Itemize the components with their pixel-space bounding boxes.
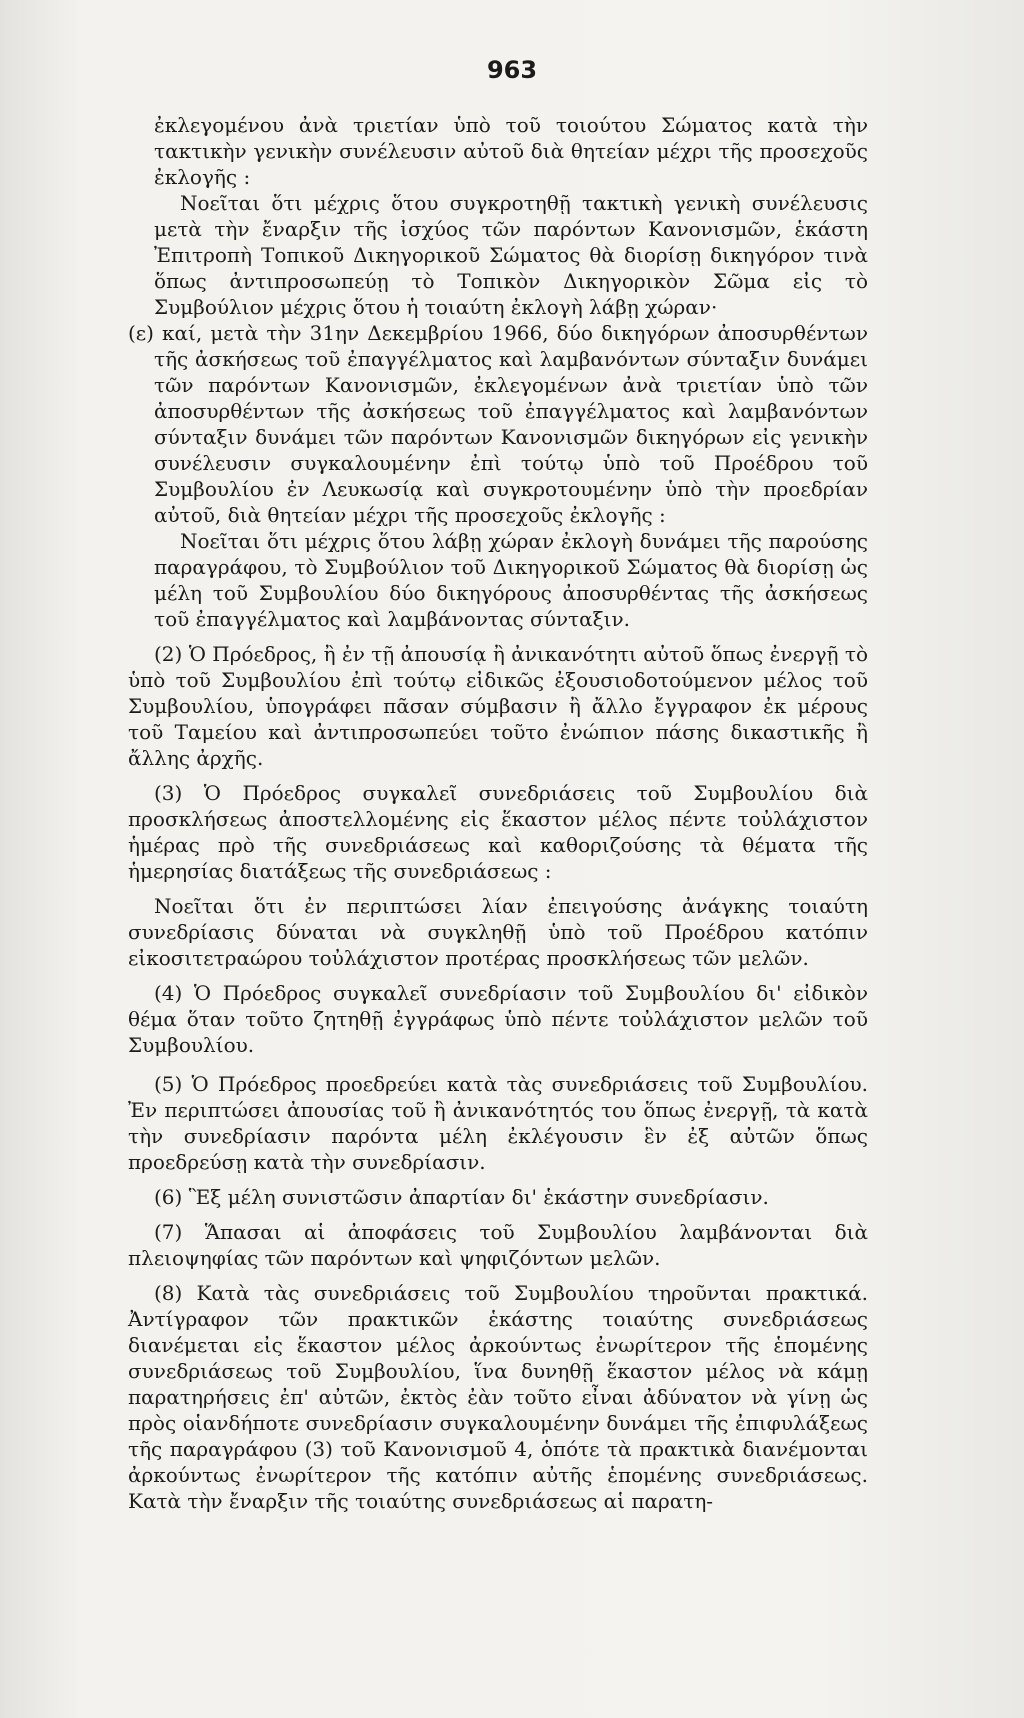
paragraph-3: (3) Ὁ Πρόεδρος συγκαλεῖ συνεδριάσεις τοῦ Συμβουλίου διὰ προσκλήσεως ἀποστελλομένης εἰς ἕκαστον μέλος πέντε τοὐλάχιστον ἡμέρας πρὸ τῆς συνεδριάσεως καὶ καθοριζούσης τὰ θέματα τῆς ἡμερησίας διατάξεως τῆς συνεδριάσεως : <box>128 781 868 883</box>
paragraph-6: (6) Ἓξ μέλη συνιστῶσιν ἀπαρτίαν δι' ἑκάστην συνεδρίασιν. <box>154 1185 769 1209</box>
paragraph-2: (2) Ὁ Πρόεδρος, ἢ ἐν τῇ ἀπουσίᾳ ἢ ἀνικανότητι αὐτοῦ ὅπως ἐνεργῇ τὸ ὑπὸ τοῦ Συμβουλίου ἐπὶ τούτῳ εἰδικῶς ἐξουσιοδοτούμενον μέλος τοῦ Συμβουλίου, ὑπογράφει πᾶσαν σύμβασιν ἢ ἄλλο ἔγγραφον ἐκ μέρους τοῦ Ταμείου καὶ ἀντιπροσωπεύει τοῦτο ἐνώπιον πάσης δικαστικῆς ἢ ἄλλης ἀρχῆς. <box>128 642 868 770</box>
subparagraph-e: (ε) καί, μετὰ τὴν 31ην Δεκεμβρίου 1966, δύο δικηγόρων ἀποσυρθέντων τῆς ἀσκήσεως τοῦ ἐπαγγέλματος καὶ λαμβανόντων σύνταξιν δυνάμει τῶν παρόντων Κανονισμῶν, ἐκλεγομένων ἀνὰ τριετίαν ὑπὸ τῶν ἀποσυρθέντων τῆς ἀσκήσεως τοῦ ἐπαγγέλματος καὶ λαμβανόντων σύνταξιν δυνάμει τῶν παρόντων Κανονισμῶν δικηγόρων εἰς γενικὴν συνέλευσιν συγκαλουμένην ἐπὶ τούτῳ ὑπὸ τοῦ Προέδρου τοῦ Συμβουλίου ἐν Λευκωσίᾳ καὶ συγκροτουμένην ὑπὸ τὴν προεδρίαν αὐτοῦ, διὰ θητείαν μέχρι τῆς προσεχοῦς ἐκλογῆς : <box>128 321 868 527</box>
page-number: 963 <box>486 56 538 84</box>
paragraph-8: (8) Κατὰ τὰς συνεδριάσεις τοῦ Συμβουλίου τηροῦνται πρακτικά. Ἀντίγραφον τῶν πρακτικῶν ἑκάστης τοιαύτης συνεδριάσεως διανέμεται εἰς ἕκαστον μέλος ἀρκούντως ἐνωρίτερον τῆς ἑπομένης συνεδριάσεως τοῦ Συμβουλίου, ἵνα δυνηθῇ ἕκαστον μέλος νὰ κάμῃ παρατηρήσεις ἐπ' αὐτῶν, ἐκτὸς ἐὰν τοῦτο εἶναι ἀδύνατον νὰ γίνῃ ὡς πρὸς οἱανδήποτε συνεδρίασιν συγκαλουμένην δυνάμει τῆς ἐπιφυλάξεως τῆς παραγράφου (3) τοῦ Κανονισμοῦ 4, ὁπότε τὰ πρακτικὰ διανέμονται ἀρκούντως ἐνωρίτερον τῆς κατόπιν αὐτῆς ἑπομένης συνεδριάσεως. Κατὰ τὴν ἔναρξιν τῆς τοιαύτης συνεδριάσεως αἱ παρατη- <box>128 1281 868 1513</box>
proviso-paragraph: Νοεῖται ὅτι μέχρις ὅτου λάβῃ χώραν ἐκλογὴ δυνάμει τῆς παρούσης παραγράφου, τὸ Συμβούλιον τοῦ Δικηγορικοῦ Σώματος θὰ διορίσῃ ὡς μέλη τοῦ Συμβουλίου δύο δικηγόρους ἀποσυρθέντας τῆς ἀσκήσεως τοῦ ἐπαγγέλματος καὶ λαμβάνοντας σύνταξιν. <box>154 529 868 631</box>
paragraph-5: (5) Ὁ Πρόεδρος προεδρεύει κατὰ τὰς συνεδριάσεις τοῦ Συμβουλίου. Ἐν περιπτώσει ἀπουσίας τοῦ ἢ ἀνικανότητός του ὅπως ἐνεργῇ, τὰ κατὰ τὴν συνεδρίασιν παρόντα μέλη ἐκλέγουσιν ἓν ἐξ αὐτῶν ὅπως προεδρεύσῃ κατὰ τὴν συνεδρίασιν. <box>128 1072 868 1174</box>
page-body <box>128 112 868 1514</box>
text-block: ἐκλεγομένου ἀνὰ τριετίαν ὑπὸ τοῦ τοιούτου Σώματος κατὰ τὴν τακτικὴν γενικὴν συνέλευσιν αὐτοῦ διὰ θητείαν μέχρι τῆς προσεχοῦς ἐκλογῆς : <box>154 113 868 189</box>
proviso-paragraph: Νοεῖται ὅτι μέχρις ὅτου συγκροτηθῇ τακτικὴ γενικὴ συνέλευσις μετὰ τὴν ἔναρξιν τῆς ἰσχύος τῶν παρόντων Κανονισμῶν, ἑκάστη Ἐπιτροπὴ Τοπικοῦ Δικηγορικοῦ Σώματος θὰ διορίσῃ δικηγόρον τινὰ ὅπως ἀντιπροσωπεύῃ τὸ Τοπικὸν Δικηγορικὸν Σῶμα εἰς τὸ Συμβούλιον μέχρις ὅτου ἡ τοιαύτη ἐκλογὴ λάβῃ χώραν· <box>154 191 868 319</box>
proviso-paragraph: Νοεῖται ὅτι ἐν περιπτώσει λίαν ἐπειγούσης ἀνάγκης τοιαύτη συνεδρίασις δύναται νὰ συγκληθῇ ὑπὸ τοῦ Προέδρου κατόπιν εἰκοσιτετραώρου τοὐλάχιστον προτέρας προσκλήσεως τῶν μελῶν. <box>128 894 868 970</box>
paragraph-7: (7) Ἅπασαι αἱ ἀποφάσεις τοῦ Συμβουλίου λαμβάνονται διὰ πλειοψηφίας τῶν παρόντων καὶ ψηφιζόντων μελῶν. <box>128 1220 868 1270</box>
paragraph-4: (4) Ὁ Πρόεδρος συγκαλεῖ συνεδρίασιν τοῦ Συμβουλίου δι' εἰδικὸν θέμα ὅταν τοῦτο ζητηθῇ ἐγγράφως ὑπὸ πέντε τοὐλάχιστον μελῶν τοῦ Συμβουλίου. <box>128 981 868 1057</box>
